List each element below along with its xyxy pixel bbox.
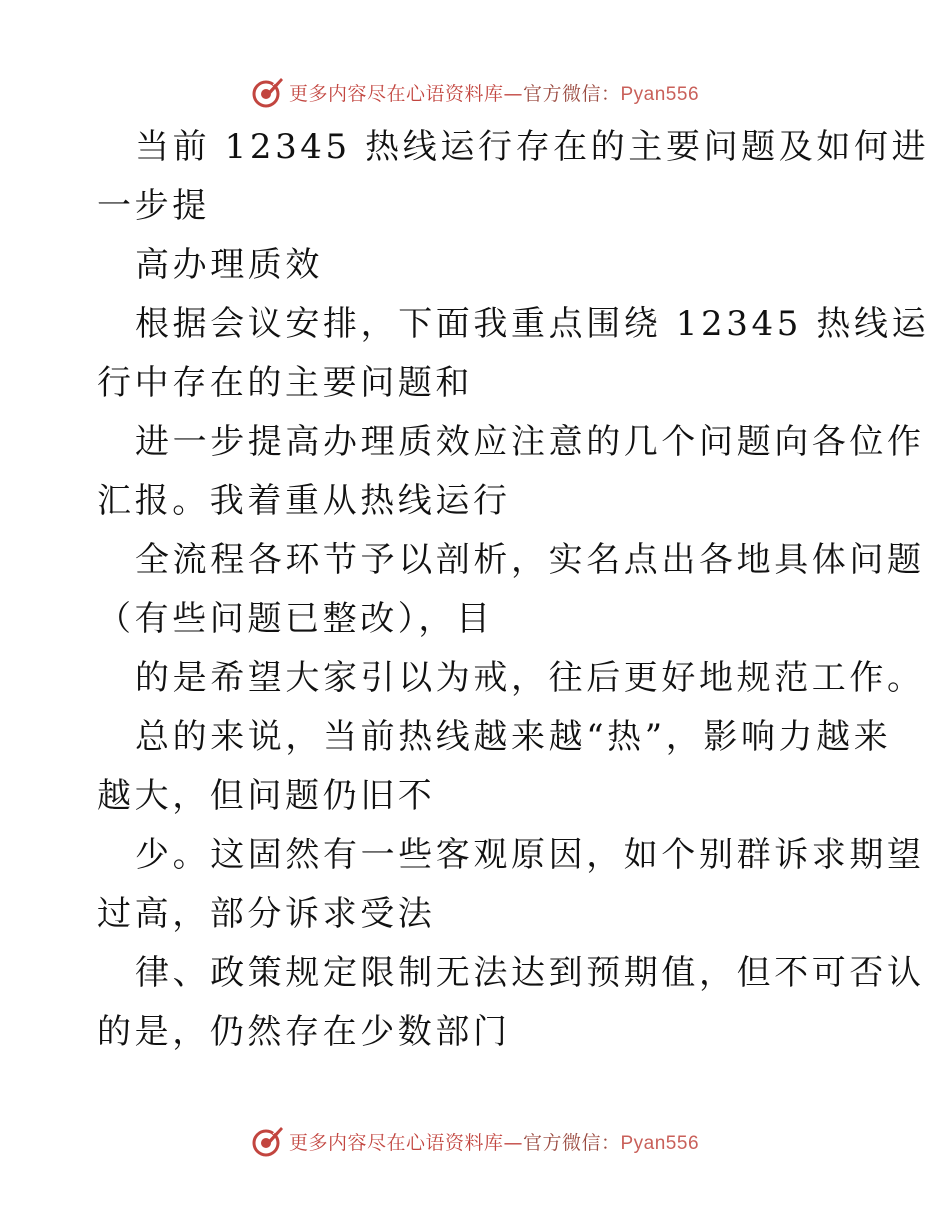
banner-brand-text: 更多内容尽在心语资料库: [288, 82, 504, 105]
banner-text: [289, 79, 699, 106]
text-line: 少。这固然有一些客观原因，如个别群诉求期望: [135, 835, 925, 875]
banner-dash: —: [503, 82, 523, 105]
text-line: 的是，仍然存在少数部门: [97, 1012, 511, 1052]
text-line: 全流程各环节予以剖析，实名点出各地具体问题: [135, 540, 925, 580]
quill-logo-icon: [251, 1124, 285, 1158]
text-line: 汇报。我着重从热线运行: [97, 481, 511, 521]
text-line: 越大，但问题仍旧不: [97, 776, 436, 816]
text-line: 总的来说，当前热线越来越“热”，影响力越来: [135, 717, 892, 757]
text-line: （有些问题已整改），目: [97, 599, 494, 639]
text-line: 进一步提高办理质效应注意的几个问题向各位作: [135, 422, 925, 462]
footer-banner: [0, 1121, 950, 1161]
banner-dash: —: [503, 1131, 523, 1154]
banner-brand-text: 更多内容尽在心语资料库: [288, 1131, 504, 1154]
text-line: 过高，部分诉求受法: [97, 894, 436, 934]
banner-official-label: 官方微信：: [522, 82, 621, 105]
text-line: 一步提: [97, 186, 210, 226]
text-line: 的是希望大家引以为戒，往后更好地规范工作。: [135, 658, 925, 698]
document-body: [97, 118, 930, 1062]
text-line: 行中存在的主要问题和: [97, 363, 473, 403]
text-line: 根据会议安排，下面我重点围绕 12345 热线运: [135, 304, 930, 344]
text-line: 高办理质效: [135, 245, 323, 285]
text-line: 当前 12345 热线运行存在的主要问题及如何进: [135, 127, 930, 167]
quill-logo-icon: [251, 75, 285, 109]
banner-text: [289, 1128, 699, 1155]
header-banner: [0, 72, 950, 112]
banner-wechat-id: Pyan556: [620, 1132, 700, 1154]
banner-wechat-id: Pyan556: [620, 83, 700, 105]
banner-official-label: 官方微信：: [522, 1131, 621, 1154]
text-line: 律、政策规定限制无法达到预期值，但不可否认: [135, 953, 925, 993]
